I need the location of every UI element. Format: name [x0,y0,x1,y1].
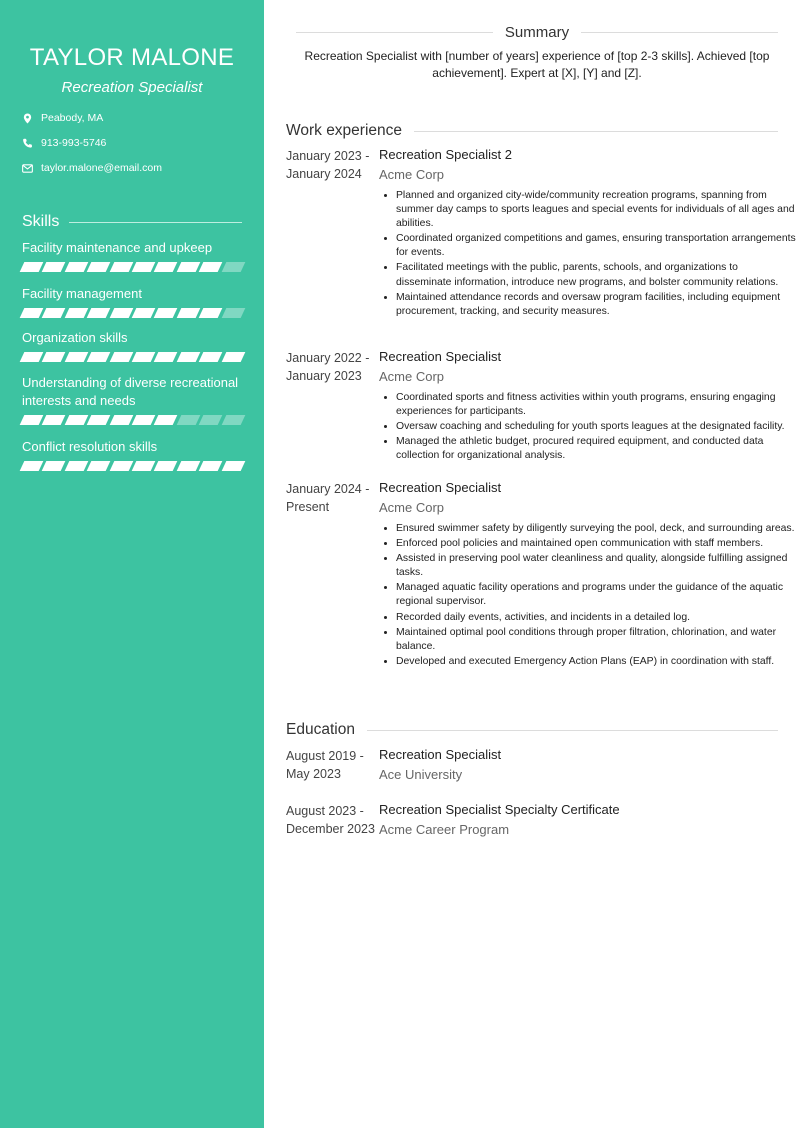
skill-level-bar [22,415,244,425]
skill-level-segment [132,308,156,318]
skill-level-segment [64,262,88,272]
skills-heading-text: Skills [22,213,60,230]
job-bullets [379,390,796,463]
work-dates [286,480,378,516]
bullet-item: • Oversaw coaching and scheduling for youth sports leagues at the designated facility. [396,419,796,434]
skill-level-segment [176,415,200,425]
certificate-title: Recreation Specialist Specialty Certificate [379,802,620,817]
bullet-item: • Assisted in preserving pool water cleanliness and quality, alongside fulfilling assigned tasks. [396,551,796,580]
school-name: Ace University [379,767,463,782]
school-name: Acme Career Program [379,822,510,837]
skill-level-segment [176,262,200,272]
skill-item [22,374,244,425]
bullet-item: • Coordinated organized competitions and games, ensuring transportation arrangements for events. [396,231,796,260]
date-start: January 2023 - [286,149,370,163]
skill-level-segment [42,308,66,318]
education-heading-text: Education [286,721,355,738]
location-pin-icon [22,113,33,124]
summary-divider-left [296,32,493,33]
skill-level-segment [176,461,200,471]
skill-label: Organization skills [22,330,128,345]
skill-level-segment [20,262,44,272]
work-dates [286,349,378,385]
skill-level-segment [109,352,133,362]
skill-level-segment [154,352,178,362]
skill-level-bar [22,352,244,362]
skill-level-segment [154,461,178,471]
date-start: August 2023 - [286,804,364,818]
date-start: January 2024 - [286,482,370,496]
skill-level-segment [109,308,133,318]
skill-level-segment [64,308,88,318]
skill-level-segment [87,415,111,425]
person-title: Recreation Specialist [61,79,203,96]
skill-level-segment [109,262,133,272]
date-start: January 2022 - [286,351,370,365]
skill-level-segment [20,461,44,471]
bullet-item: • Ensured swimmer safety by diligently surveying the pool, deck, and surrounding areas. [396,521,796,536]
skill-level-segment [109,461,133,471]
person-name: TAYLOR MALONE [29,44,235,71]
skill-level-segment [87,308,111,318]
envelope-icon [22,163,33,174]
sidebar [0,0,264,1128]
skill-label: Facility management [22,286,142,301]
job-bullets [379,188,796,319]
bullet-item: • Developed and executed Emergency Action Plans (EAP) in coordination with staff. [396,654,796,669]
company-name: Acme Corp [379,500,445,515]
contact-email [22,162,162,174]
skill-level-segment [132,262,156,272]
skill-level-segment [221,262,245,272]
date-end: December 2023 [286,822,375,836]
company-name: Acme Corp [379,167,445,182]
company-name: Acme Corp [379,369,445,384]
work-divider [414,131,778,132]
skill-level-segment [199,308,223,318]
phone-text: 913-993-5746 [41,137,107,149]
summary-heading [296,24,778,41]
skill-level-segment [199,415,223,425]
skills-heading [22,213,242,231]
skill-level-segment [20,308,44,318]
job-title: Recreation Specialist 2 [379,147,512,162]
education-divider [367,730,778,731]
skill-level-segment [87,352,111,362]
date-end: May 2023 [286,767,341,781]
skill-level-segment [154,415,178,425]
skill-item [22,239,244,272]
education-dates [286,747,378,783]
skill-item [22,285,244,318]
skill-level-segment [87,262,111,272]
bullet-item: • Recorded daily events, activities, and incidents in a detailed log. [396,610,796,625]
phone-icon [22,138,33,149]
date-end: January 2023 [286,369,362,383]
email-text: taylor.malone@email.com [41,162,162,174]
education-heading [286,721,778,739]
education-dates [286,802,378,838]
skill-level-segment [199,352,223,362]
job-bullets [379,521,796,669]
bullet-item: • Planned and organized city-wide/community recreation programs, spanning from summer day camps to sports leagues and special events for individuals of all ages and abilities. [396,188,796,231]
work-heading [286,122,778,140]
skill-level-segment [64,352,88,362]
skill-level-segment [221,461,245,471]
skill-level-segment [221,352,245,362]
date-end: January 2024 [286,167,362,181]
location-text: Peabody, MA [41,112,104,124]
skill-level-segment [20,352,44,362]
skill-level-segment [42,262,66,272]
skill-label: Understanding of diverse recreational interests and needs [22,375,239,408]
skill-level-segment [154,308,178,318]
bullet-item: • Managed the athletic budget, procured required equipment, and conducted data collection for organizational analysis. [396,434,796,463]
skill-level-segment [221,415,245,425]
skill-level-segment [221,308,245,318]
skill-level-segment [64,461,88,471]
skill-level-segment [132,415,156,425]
skill-level-segment [42,415,66,425]
skill-level-segment [199,461,223,471]
skill-level-bar [22,308,244,318]
contact-phone [22,137,106,149]
bullet-item: • Maintained optimal pool conditions through proper filtration, chlorination, and water balance. [396,625,796,654]
job-title: Recreation Specialist [379,480,502,495]
skill-level-bar [22,461,244,471]
skill-level-segment [42,352,66,362]
skill-level-segment [199,262,223,272]
date-end: Present [286,500,330,514]
skill-level-segment [87,461,111,471]
skill-level-segment [20,415,44,425]
summary-divider-right [581,32,778,33]
skill-label: Conflict resolution skills [22,439,158,454]
skill-level-segment [176,352,200,362]
skill-level-segment [154,262,178,272]
skill-level-segment [42,461,66,471]
skill-level-segment [132,461,156,471]
bullet-item: • Maintained attendance records and oversaw program facilities, including equipment procurement, tracking, and security measures. [396,290,796,319]
skill-level-bar [22,262,244,272]
degree-title: Recreation Specialist [379,747,502,762]
skill-item [22,438,244,471]
bullet-item: • Facilitated meetings with the public, parents, schools, and organizations to disseminate information, introduce new programs, and bolster community relations. [396,260,796,289]
work-dates [286,147,378,183]
skills-divider [69,222,242,223]
skill-level-segment [132,352,156,362]
bullet-item: • Enforced pool policies and maintained open communication with staff members. [396,536,796,551]
date-start: August 2019 - [286,749,364,763]
skill-level-segment [109,415,133,425]
skill-level-segment [176,308,200,318]
bullet-item: • Coordinated sports and fitness activities within youth programs, ensuring engaging experiences for participants. [396,390,796,419]
skill-level-segment [64,415,88,425]
job-title: Recreation Specialist [379,349,502,364]
contact-location [22,112,103,124]
skill-label: Facility maintenance and upkeep [22,240,213,255]
bullet-item: • Managed aquatic facility operations and programs under the guidance of the aquatic regional supervisor. [396,580,796,609]
skill-item [22,329,244,362]
summary-heading-text: Summary [504,24,570,41]
summary-text: Recreation Specialist with [number of years] experience of [top 2-3 skills]. Achieved [top achievement]. Expert at [X], [Y] and [Z]. [304,49,770,80]
work-heading-text: Work experience [286,122,403,139]
